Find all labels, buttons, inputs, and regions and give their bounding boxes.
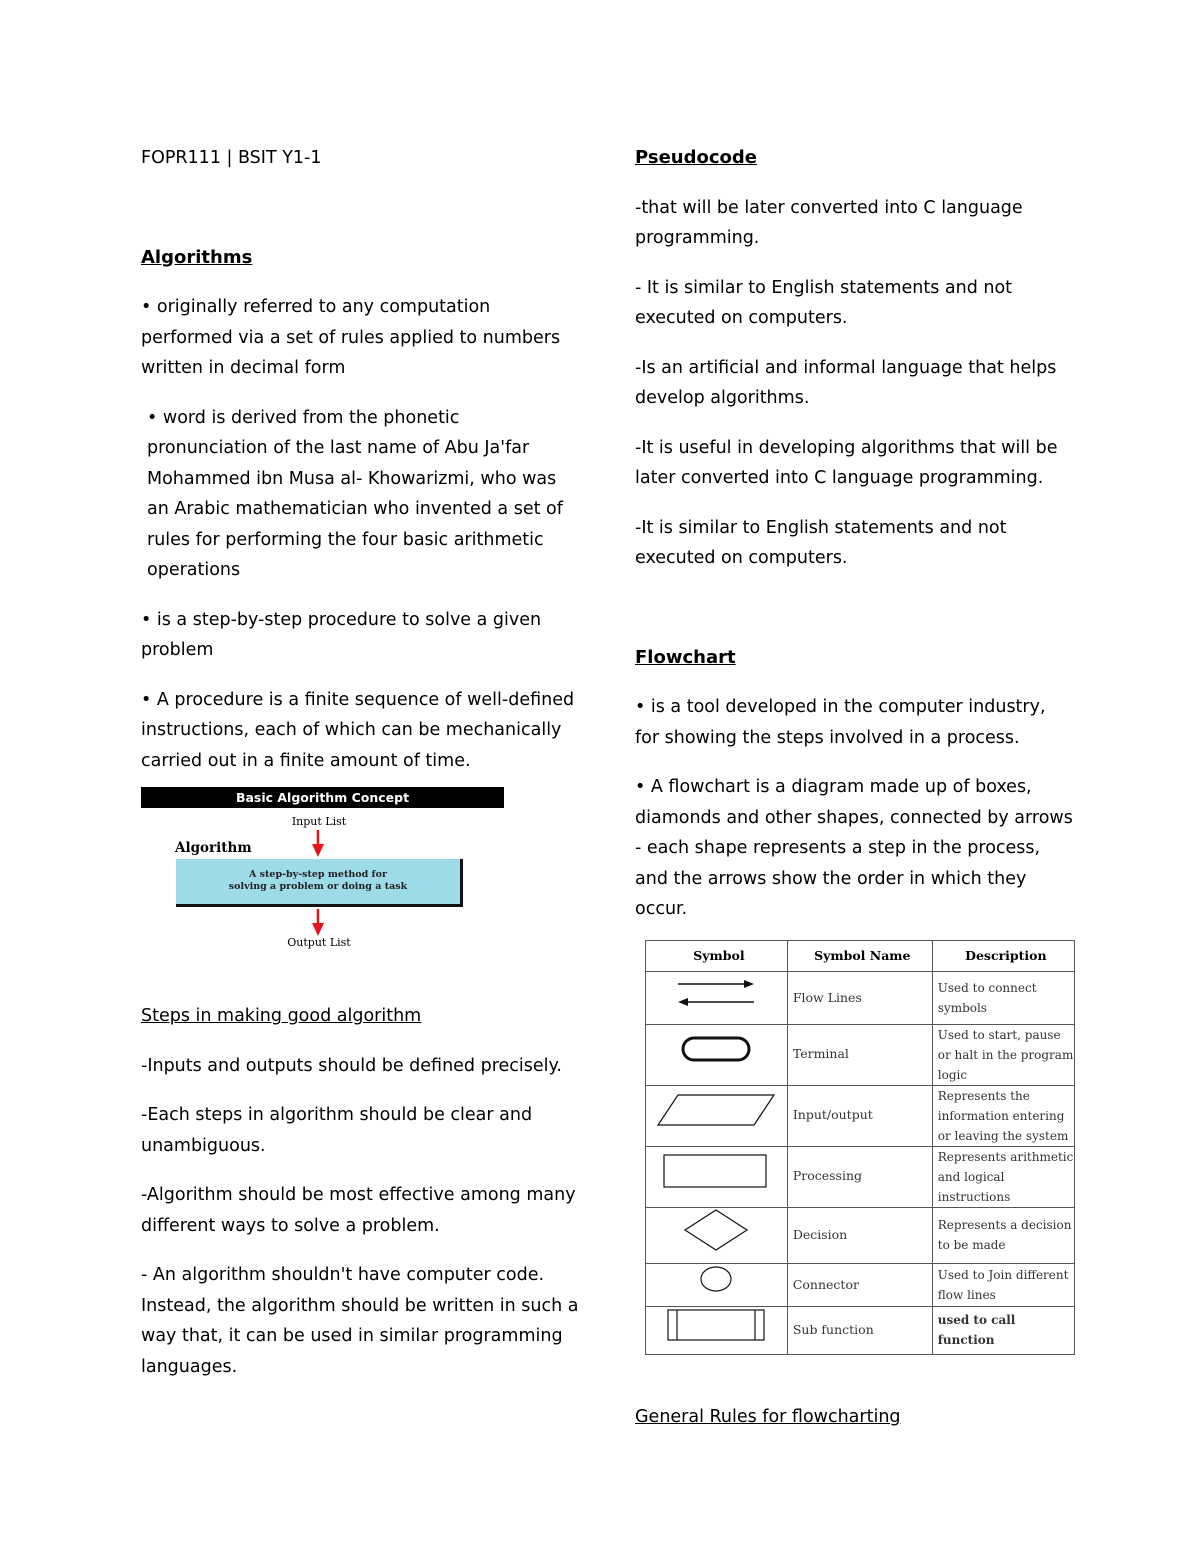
diamond-icon [681,1208,751,1252]
rectangle-icon [661,1152,771,1190]
table-header-row [646,940,1075,972]
algorithms-heading: Algorithms [141,246,253,268]
symbol-name: Input/output [787,1085,932,1146]
course-header: FOPR111 | BSIT Y1-1 [141,148,322,168]
flowchart-item: • A flowchart is a diagram made up of boxes, diamonds and other shapes, connected by arrows - each shape represents a step in the process, and the arrows show the order in which they occur. [635,777,1073,919]
algorithm-box [176,859,463,907]
algorithm-bullet: • word is derived from the phonetic pronunciation of the last name of Abu Ja'far Mohammed ibn Musa al- Khowarizmi, who was an Arabic mathematician who invented a set of rules for performing the four basic arithmetic operations [147,407,563,580]
table-row [646,1085,1075,1146]
symbol-description: Used to connect symbols [932,972,1074,1025]
pseudocode-item: -Is an artificial and informal language that helps develop algorithms. [635,357,1057,408]
subroutine-icon [664,1307,768,1343]
step-item: -Inputs and outputs should be defined precisely. [141,1055,562,1076]
table-row [646,1146,1075,1207]
column-header: Symbol Name [787,940,932,972]
algorithm-bullet: • is a step-by-step procedure to solve a given problem [141,609,542,660]
column-header: Symbol [646,940,788,972]
right-column [635,143,1075,1452]
pseudocode-item: -It is similar to English statements and not executed on computers. [635,517,1007,568]
terminal-icon [678,1032,754,1066]
symbol-description: Represents a decision to be made [932,1207,1074,1264]
pseudocode-heading: Pseudocode [635,147,757,168]
table-row [646,1024,1075,1085]
symbol-cell [646,1085,788,1146]
algorithm-bullet: • A procedure is a finite sequence of well-defined instructions, each of which can be mechanically carried out in a finite amount of time. [141,689,575,771]
symbol-description: Represents arithmetic and logical instructions [932,1146,1074,1207]
table-row [646,1306,1075,1355]
symbol-description: Used to Join different flow lines [932,1264,1074,1307]
pseudocode-item: -It is useful in developing algorithms that will be later converted into C language programming. [635,437,1058,488]
symbol-description: used to call function [932,1306,1074,1355]
symbol-name: Flow Lines [787,972,932,1025]
figure-title: Basic Algorithm Concept [141,787,504,808]
symbol-name: Processing [787,1146,932,1207]
table-row [646,1264,1075,1307]
red-down-arrow-icon [312,909,324,937]
parallelogram-icon [654,1092,778,1128]
symbol-cell [646,1207,788,1264]
symbol-name: Decision [787,1207,932,1264]
flowchart-item: • is a tool developed in the computer industry, for showing the steps involved in a process. [635,697,1046,748]
symbol-cell [646,972,788,1025]
symbol-description: Represents the information entering or leaving the system [932,1085,1074,1146]
algorithm-label: Algorithm [175,840,252,856]
step-item: -Each steps in algorithm should be clear and unambiguous. [141,1105,533,1156]
algorithm-bullet: • originally referred to any computation performed via a set of rules applied to numbers written in decimal form [141,297,561,378]
pseudocode-item: - It is similar to English statements and not executed on computers. [635,277,1013,328]
general-rules-heading: General Rules for flowcharting [635,1407,901,1427]
input-list-label: Input List [291,815,347,828]
symbol-cell [646,1306,788,1355]
output-list-label: Output List [287,936,351,949]
flowchart-symbols-table [645,940,1075,1356]
circle-icon [696,1264,736,1294]
symbol-description: Used to start, pause or halt in the program logic [932,1024,1074,1085]
symbol-name: Terminal [787,1024,932,1085]
symbol-name: Sub function [787,1306,932,1355]
flow-lines-icon [674,972,758,1012]
symbol-cell [646,1024,788,1085]
column-header: Description [932,940,1074,972]
left-column [141,143,581,1401]
basic-algorithm-concept-figure [141,787,504,957]
box-text-line-1: A step-by-step method for [249,869,387,880]
steps-heading: Steps in making good algorithm [141,1006,422,1026]
table-row [646,1207,1075,1264]
red-down-arrow-icon [312,830,324,858]
symbol-cell [646,1146,788,1207]
symbol-cell [646,1264,788,1307]
pseudocode-item: -that will be later converted into C language programming. [635,197,1023,248]
step-item: - An algorithm shouldn't have computer code. Instead, the algorithm should be written in such a way that, it can be used in similar programming languages. [141,1265,579,1377]
box-text-line-2: solving a problem or doing a task [228,881,408,892]
table-row [646,972,1075,1025]
symbol-name: Connector [787,1264,932,1307]
step-item: -Algorithm should be most effective among many different ways to solve a problem. [141,1185,576,1236]
flowchart-heading: Flowchart [635,646,736,668]
